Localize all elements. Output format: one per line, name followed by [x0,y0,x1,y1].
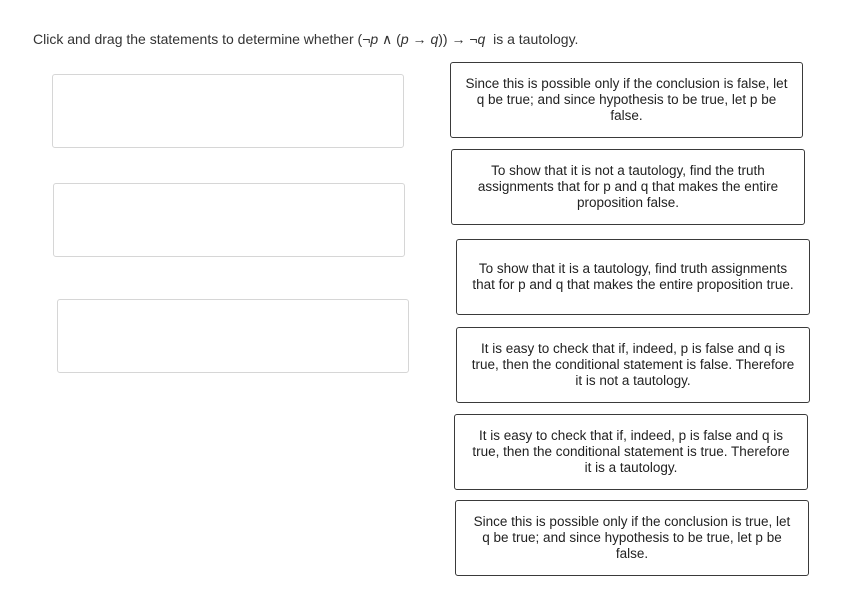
drop-zone-2[interactable] [53,183,405,257]
drop-zone-1[interactable] [52,74,404,148]
prompt-text-after: is a tautology. [485,31,579,47]
expr-not-q: ¬q [469,31,486,47]
statement-card-5[interactable] [454,414,808,490]
statement-card-3-text: To show that it is a tautology, find truth assignments that for p and q that makes the entire proposition true. [472,261,794,292]
logic-expression [358,31,486,47]
statement-card-6[interactable] [455,500,809,576]
statement-card-1[interactable] [450,62,803,138]
prompt-text-before: Click and drag the statements to determine whether [33,31,358,47]
question-prompt [33,31,578,48]
drop-zone-3[interactable] [57,299,409,373]
statement-card-2-text: To show that it is not a tautology, find the truth assignments that for p and q that makes the entire proposition false. [477,163,779,210]
statement-card-4-text: It is easy to check that if, indeed, p is false and q is true, then the conditional statement is false. Therefore it is not a tautology. [471,341,795,388]
expr-and: ∧ ( [378,31,401,47]
expr-q: q [430,31,439,47]
expr-p: p [400,31,409,47]
expr-implies: → [408,31,431,47]
statement-card-5-text: It is easy to check that if, indeed, p is false and q is true, then the conditional statement is true. Therefore it is a tautology. [472,428,790,475]
statement-card-3[interactable] [456,239,810,315]
statement-card-1-text: Since this is possible only if the conclusion is false, let q be true; and since hypothesis to be true, let p be false. [465,76,788,123]
expr-close-implies: )) → [438,31,470,47]
expr-open-paren: ( [357,31,363,47]
statement-card-4[interactable] [456,327,810,403]
expr-not-p: ¬p [362,31,379,47]
statement-card-2[interactable] [451,149,805,225]
statement-card-6-text: Since this is possible only if the conclusion is true, let q be true; and since hypothesis to be true, let p be false. [473,514,791,561]
